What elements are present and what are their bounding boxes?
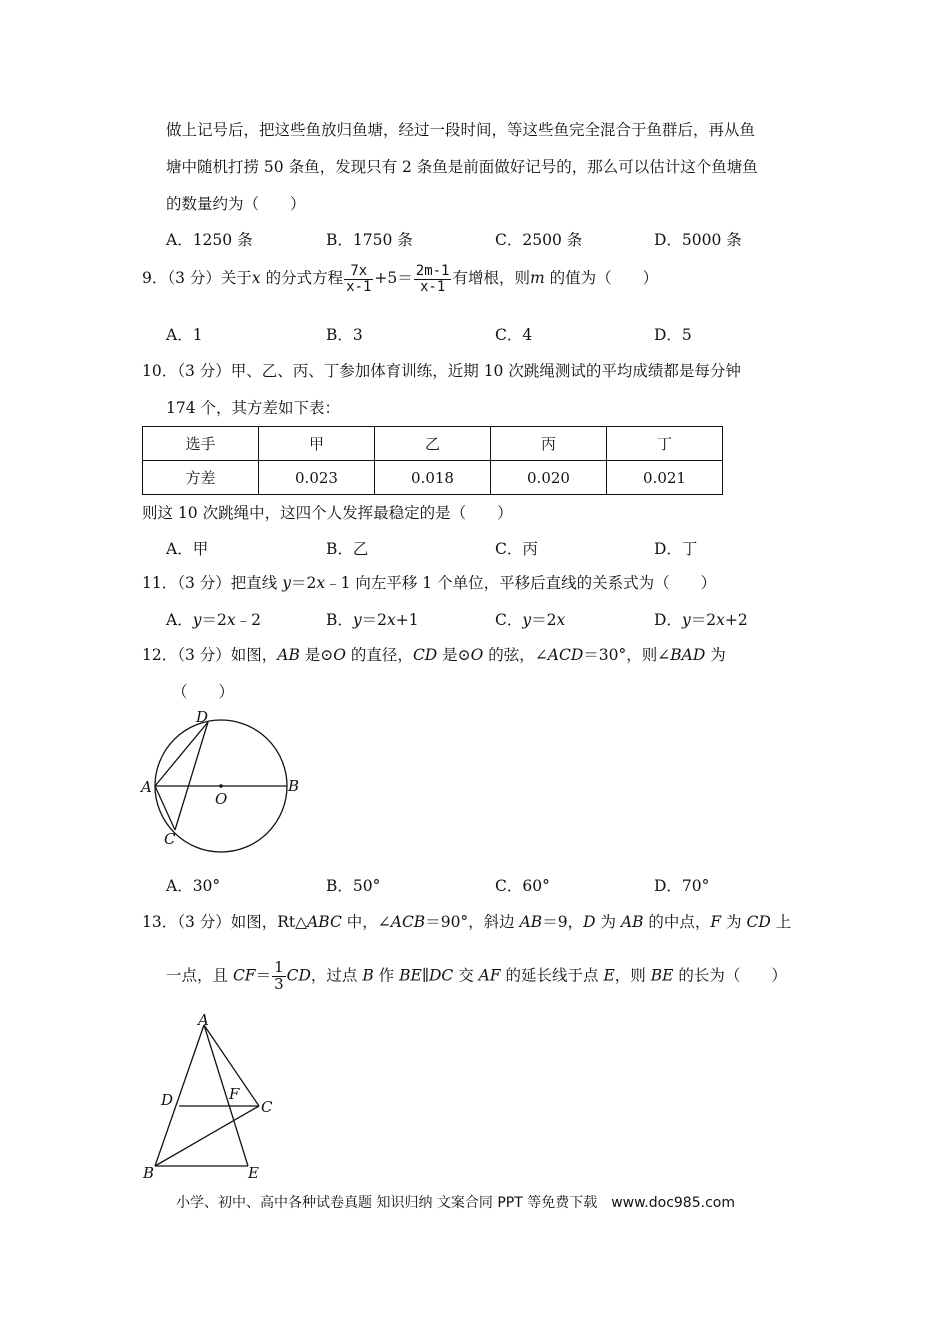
q13-segment-be: BE (399, 966, 422, 985)
q13-fraction-denominator: 3 (274, 974, 284, 993)
label-a: A (198, 1011, 209, 1029)
q8-option-c: C．2500 条 (495, 231, 583, 249)
q12-text: 是⊙ (299, 646, 334, 664)
q11-stem-a: 11．（3 分）把直线 (142, 574, 283, 592)
q11-option-a (166, 608, 261, 630)
variance-table-cell: 甲 (259, 427, 375, 461)
variance-table-cell: 选手 (143, 427, 259, 461)
q8-line-2: 塘中随机打捞 50 条鱼，发现只有 2 条鱼是前面做好记号的，那么可以估计这个鱼塘鱼 (166, 158, 758, 176)
q11-option-tail: +1 (395, 611, 419, 629)
label-c: C (164, 830, 176, 848)
footer-text: 小学、初中、高中各种试卷真题 知识归纳 文案合同 PPT 等免费下载 www.doc985.com (176, 1195, 735, 1211)
q13-text: 一点，且 (166, 966, 233, 985)
q11-option-x: x (387, 611, 396, 629)
q13-text: 中，∠ (341, 913, 391, 931)
q13-text: ∥ (421, 966, 429, 985)
chord-cd (175, 722, 208, 830)
q12-text: ＝30°，则∠ (583, 646, 671, 664)
q9-fraction-2 (414, 264, 452, 294)
q9-fraction-1-denominator: x-1 (346, 278, 372, 295)
q10-line-2: 174 个，其方差如下表： (166, 399, 341, 417)
q9-option-c: C．4 (495, 326, 533, 344)
center-dot (219, 784, 223, 788)
q13-stem-line-2 (166, 960, 787, 993)
q13-text: 交 (453, 966, 479, 985)
label-c: C (261, 1098, 273, 1116)
q13-segment-af: AF (478, 966, 501, 985)
q11-option-c (495, 608, 565, 630)
triangle-diagram (138, 1008, 288, 1188)
q10-option-b: B．乙 (326, 540, 369, 558)
variance-table (142, 426, 723, 495)
q9-mid: 的分式方程 (260, 269, 344, 288)
q12-text: 12．（3 分）如图， (142, 646, 278, 664)
q10-line-1: 10．（3 分）甲、乙、丙、丁参加体育训练，近期 10 次跳绳测试的平均成绩都是每分钟 (142, 362, 741, 380)
label-o: O (215, 790, 228, 808)
circle-diagram (138, 704, 308, 854)
q10-option-a: A．甲 (166, 540, 209, 558)
q11-option-x: x (716, 611, 725, 629)
label-b: B (143, 1164, 155, 1182)
q12-text: 的弦，∠ (483, 646, 548, 664)
label-d: D (196, 708, 209, 726)
q11-option-b (326, 608, 419, 630)
q13-angle-acb: ACB (390, 913, 426, 931)
q8-option-d: D．5000 条 (654, 231, 742, 249)
q13-point-d: D (583, 913, 596, 931)
variance-table-cell: 0.018 (375, 461, 491, 495)
q13-text: 13．（3 分）如图，Rt△ (142, 913, 308, 931)
q13-text: 为 (721, 913, 747, 931)
label-b: B (288, 777, 300, 795)
q13-segment-be: BE (650, 966, 674, 985)
variance-table-cell: 丁 (607, 427, 723, 461)
q13-triangle-abc: ABC (307, 913, 342, 931)
q13-stem-line-1 (142, 910, 791, 932)
q11-option-x: x (556, 611, 566, 629)
q13-text: ，则 (614, 966, 651, 985)
q13-point-b: B (362, 966, 374, 985)
q11-option-eq: ＝2 (361, 611, 388, 629)
label-f: F (229, 1085, 240, 1103)
q13-segment-dc: DC (429, 966, 454, 985)
q12-option-a: A．30° (166, 877, 221, 895)
q11-var-y: y (282, 574, 291, 592)
variance-table-cell: 0.021 (607, 461, 723, 495)
variance-table-cell: 乙 (375, 427, 491, 461)
q11-option-label: A． (166, 611, 193, 629)
q13-text: ，过点 (310, 966, 363, 985)
q12-segment-cd: CD (412, 646, 438, 664)
q12-text: 为 (705, 646, 726, 664)
q10-option-d: D．丁 (654, 540, 698, 558)
label-e: E (248, 1164, 259, 1182)
q9-number: 9． (142, 269, 168, 288)
segment-bc (155, 1106, 259, 1166)
q10-option-c: C．丙 (495, 540, 538, 558)
q13-point-e: E (603, 966, 615, 985)
variance-table-cell: 0.023 (259, 461, 375, 495)
q12-option-b: B．50° (326, 877, 381, 895)
label-d: D (161, 1091, 174, 1109)
q13-segment-ab: AB (620, 913, 644, 931)
q11-option-label: B． (326, 611, 353, 629)
q12-point-o: O (333, 646, 346, 664)
variance-table-cell: 丙 (491, 427, 607, 461)
q12-line-2: （ ） (172, 683, 235, 701)
q9-suffix-b: 的值为（ ） (544, 269, 659, 288)
q13-segment-ab: AB (519, 913, 543, 931)
q13-point-f: F (710, 913, 722, 931)
segment-ae (204, 1025, 248, 1166)
q9-fraction-2-numerator: 2m-1 (415, 263, 450, 279)
q13-text: 为 (595, 913, 621, 931)
label-a: A (141, 778, 152, 796)
q13-fraction-numerator: 1 (274, 958, 284, 976)
q11-option-d (654, 608, 748, 630)
q11-var-x: x (316, 574, 326, 592)
q12-option-c: C．60° (495, 877, 550, 895)
q9-suffix-a: 有增根，则 (452, 269, 530, 288)
q11-option-eq: ＝2 (690, 611, 717, 629)
q12-point-o: O (470, 646, 484, 664)
q11-stem-c: ﹣1 向左平移 1 个单位，平移后直线的关系式为（ ） (325, 574, 717, 592)
variance-table-value-row (143, 461, 723, 495)
q13-text: ＝9， (542, 913, 584, 931)
variance-table-header-row (143, 427, 723, 461)
q8-line-3: 的数量约为（ ） (166, 195, 306, 213)
q12-text: 是⊙ (437, 646, 471, 664)
q10-line-3: 则这 10 次跳绳中，这四个人发挥最稳定的是（ ） (142, 504, 513, 522)
q13-segment-cf: CF (232, 966, 256, 985)
q13-text: 的延长线于点 (500, 966, 604, 985)
q13-segment-cd: CD (286, 966, 311, 985)
q9-fraction-1 (344, 264, 373, 294)
q13-fraction (272, 960, 286, 993)
q13-text: 的中点， (643, 913, 711, 931)
q11-option-var: y (681, 611, 691, 629)
q11-option-tail: ﹣2 (235, 611, 261, 629)
q13-segment-cd: CD (746, 913, 771, 931)
q11-option-x: x (226, 611, 236, 629)
q9-prefix: （3 分）关于 (167, 269, 252, 288)
variance-table-cell: 0.020 (491, 461, 607, 495)
q9-option-a: A．1 (166, 326, 203, 344)
q11-option-var: y (192, 611, 202, 629)
q13-text: 作 (373, 966, 400, 985)
q11-stem-b: ＝2 (290, 574, 317, 592)
q11-option-tail: +2 (724, 611, 748, 629)
q11-stem (142, 571, 716, 593)
q9-plus: +5＝ (374, 269, 413, 288)
q9-stem (142, 264, 658, 294)
q11-option-eq: ＝2 (531, 611, 557, 629)
q13-text: 上 (770, 913, 792, 931)
q12-angle-bad: BAD (670, 646, 706, 664)
q11-option-eq: ＝2 (201, 611, 227, 629)
variance-table-cell: 方差 (143, 461, 259, 495)
q11-option-var: y (352, 611, 362, 629)
q12-option-d: D．70° (654, 877, 710, 895)
q11-option-var: y (522, 611, 532, 629)
q12-stem (142, 643, 726, 665)
q9-option-d: D．5 (654, 326, 692, 344)
q9-fraction-2-denominator: x-1 (419, 278, 446, 295)
q8-option-b: B．1750 条 (326, 231, 413, 249)
q9-var-x: x (251, 269, 261, 288)
q13-text: ＝ (255, 966, 272, 985)
q13-text: 的长为（ ） (673, 966, 787, 985)
q8-line-1: 做上记号后，把这些鱼放归鱼塘，经过一段时间，等这些鱼完全混合于鱼群后，再从鱼 (166, 121, 756, 139)
q8-option-a: A．1250 条 (166, 231, 253, 249)
q11-option-label: C． (495, 611, 523, 629)
q12-segment-ab: AB (277, 646, 300, 664)
q12-angle-acd: ACD (547, 646, 584, 664)
q9-fraction-1-numerator: 7x (344, 264, 373, 280)
q11-option-label: D． (654, 611, 682, 629)
q13-text: ＝90°，斜边 (425, 913, 520, 931)
q9-option-b: B．3 (326, 326, 363, 344)
q9-var-m: m (530, 269, 545, 288)
q12-text: 的直径， (346, 646, 413, 664)
segment-ac (155, 786, 175, 830)
